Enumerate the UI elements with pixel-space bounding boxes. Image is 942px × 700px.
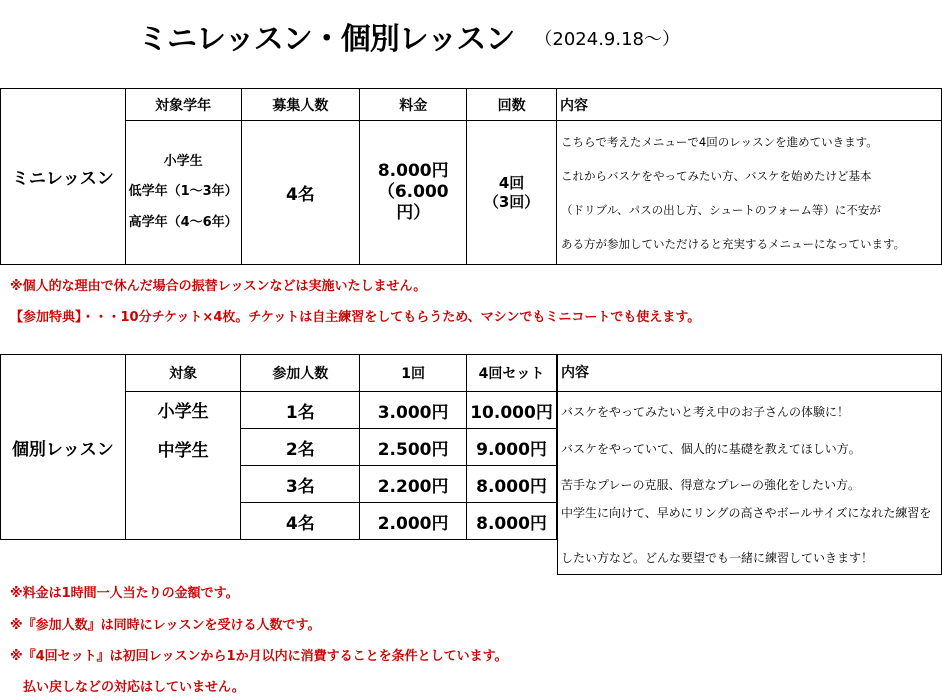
row-people: 4名 [241, 503, 360, 540]
mini-lesson-table [0, 88, 942, 265]
mini-content-cell [557, 121, 942, 265]
row-set4: 9.000円 [467, 429, 557, 466]
content-line: 中学生に向けて、早めにリングの高さやボールサイズになれた練習を [561, 506, 932, 520]
content-line: したい方など。どんな要望でも一緒に練習していきます！ [561, 551, 874, 565]
grade-low: 低学年（1～3年） [128, 184, 238, 200]
private-target-cell [125, 392, 241, 466]
row-once: 3.000円 [360, 392, 467, 429]
content-line: （ドリブル、パスの出し方、シュートのフォーム等）に不安が [561, 202, 881, 217]
mini-lesson-name: ミニレッスン [1, 89, 126, 265]
private-note-3: ※『4回セット』は初回レッスンから1か月以内に消費することを条件としています。 [10, 649, 508, 664]
row-once: 2.200円 [360, 466, 467, 503]
page-title [138, 14, 680, 58]
private-content-header: 内容 [558, 355, 941, 392]
grade-title: 小学生 [163, 154, 203, 170]
content-line: こちらで考えたメニューで4回のレッスンを進めていきます。 [561, 134, 878, 149]
count-line1: 4回 [498, 173, 525, 192]
private-target-empty [125, 466, 241, 540]
header-once: 1回 [360, 355, 467, 392]
mini-note-2: 【参加特典】・・・10分チケット×4枚。チケットは自主練習をしてもらうため、マシンでもミニコートでも使えます。 [10, 310, 701, 325]
row-set4: 10.000円 [467, 392, 557, 429]
row-once: 2.500円 [360, 429, 467, 466]
header-content: 内容 [557, 89, 942, 121]
content-line: ある方が参加していただけると充実するメニューになっています。 [561, 236, 906, 251]
mini-grade-cell [125, 121, 241, 265]
page-title-main: ミニレッスン・個別レッスン [138, 22, 515, 57]
fee-line3: 円） [396, 203, 431, 224]
mini-count-cell [467, 121, 557, 265]
row-set4: 8.000円 [467, 503, 557, 540]
page-title-date: （2024.9.18～） [534, 29, 681, 50]
header-participants: 参加人数 [241, 355, 360, 392]
fee-line2: （6.000 [377, 181, 449, 202]
content-line: 苦手なプレーの克服、得意なプレーの強化をしたい方。 [561, 478, 861, 492]
row-people: 3名 [241, 466, 360, 503]
row-people: 2名 [241, 429, 360, 466]
private-lesson-table [0, 354, 557, 540]
row-once: 2.000円 [360, 503, 467, 540]
private-note-4: 払い戻しなどの対応はしていません。 [10, 680, 245, 695]
content-line: バスケをやっていて、個人的に基礎を教えてほしい方。 [561, 442, 861, 456]
content-line: バスケをやってみたいと考え中のお子さんの体験に！ [561, 405, 850, 419]
mini-fee-cell [360, 121, 467, 265]
private-lesson-name: 個別レッスン [1, 355, 126, 540]
header-target-grade: 対象学年 [125, 89, 241, 121]
target-line2: 中学生 [157, 441, 209, 462]
header-target: 対象 [125, 355, 241, 392]
private-note-2: ※『参加人数』は同時にレッスンを受ける人数です。 [10, 618, 321, 633]
header-set4: 4回セット [467, 355, 557, 392]
header-count: 回数 [467, 89, 557, 121]
target-line1: 小学生 [157, 402, 209, 422]
count-line2: （3回） [483, 192, 540, 211]
private-content-box [557, 354, 942, 575]
mini-note-1: ※個人的な理由で休んだ場合の振替レッスンなどは実施いたしません。 [10, 279, 427, 294]
fee-line1: 8.000円 [377, 160, 449, 181]
header-fee: 料金 [360, 89, 467, 121]
grade-high: 高学年（4～6年） [128, 214, 238, 230]
row-set4: 8.000円 [467, 466, 557, 503]
row-people: 1名 [241, 392, 360, 429]
content-line: これからバスケをやってみたい方、バスケを始めたけど基本 [561, 168, 872, 183]
mini-capacity: 4名 [241, 121, 360, 265]
private-note-1: ※料金は1時間一人当たりの金額です。 [10, 586, 239, 601]
header-capacity: 募集人数 [241, 89, 360, 121]
